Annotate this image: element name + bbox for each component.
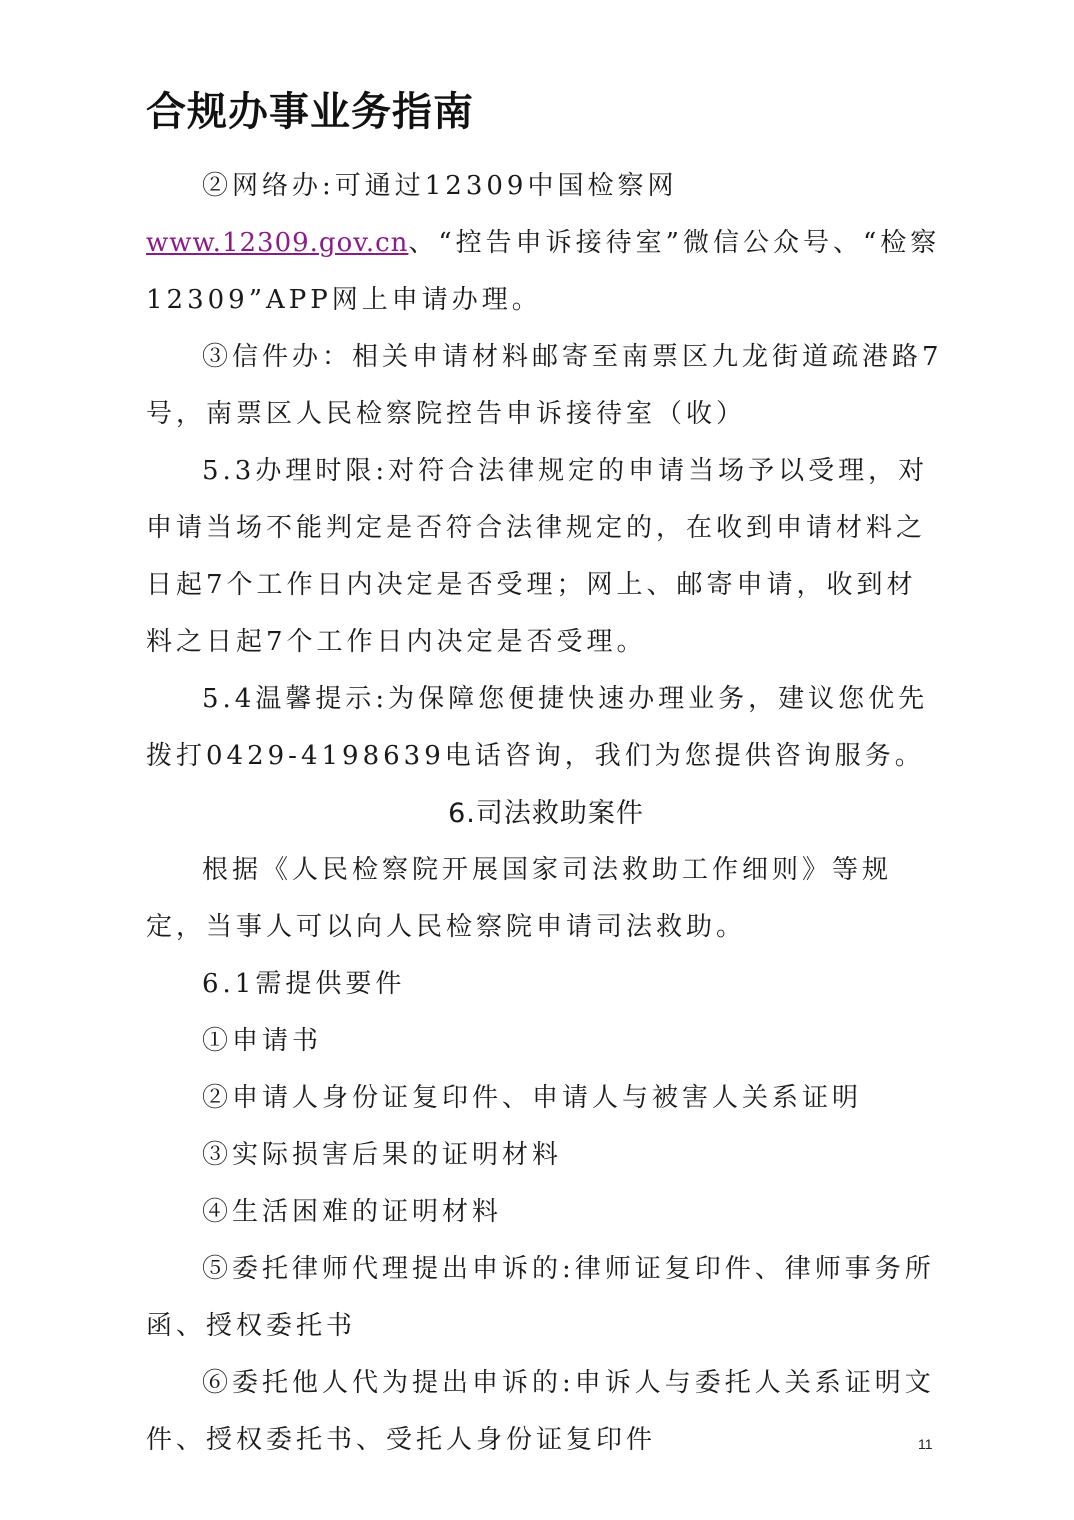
paragraph-required-docs-heading: 6.1需提供要件 — [202, 969, 406, 999]
page-number: 11 — [918, 1436, 933, 1452]
paragraph-time-limit: 5.3办理时限:对符合法律规定的申请当场予以受理，对申请当场不能判定是否符合法律规定的，在收到申请材料之日起7个工作日内决定是否受理；网上、邮寄申请，收到材料之日起7个工作日内决定是否受理。 — [146, 456, 929, 657]
paragraph-judicial-aid-intro: 根据《人民检察院开展国家司法救助工作细则》等规定，当事人可以向人民检察院申请司法救助。 — [146, 855, 893, 942]
paragraph-tips: 5.4温馨提示:为保障您便捷快速办理业务，建议您优先拨打0429-4198639电话咨询，我们为您提供咨询服务。 — [146, 684, 929, 771]
section-heading: 6.司法救助案件 — [448, 798, 644, 829]
paragraph-text: 、“控告申诉接待室”微信公众号、“检察12309”APP网上申请办理。 — [146, 228, 941, 315]
document-body — [146, 158, 946, 1469]
list-item: ③实际损害后果的证明材料 — [202, 1140, 563, 1170]
paragraph-mail-channel: ③信件办：相关申请材料邮寄至南票区九龙街道疏港路7号，南票区人民检察院控告申诉接待室（收） — [146, 342, 943, 429]
list-item: ②申请人身份证复印件、申请人与被害人关系证明 — [202, 1083, 863, 1113]
list-item: ①申请书 — [202, 1026, 323, 1056]
website-link[interactable]: www.12309.gov.cn — [146, 228, 409, 258]
paragraph-text: ②网络办:可通过12309中国检察网 — [202, 171, 678, 201]
paragraph-online-channel — [146, 158, 946, 329]
list-item: ④生活困难的证明材料 — [202, 1197, 503, 1227]
list-item: ⑤委托律师代理提出申诉的:律师证复印件、律师事务所函、授权委托书 — [146, 1254, 935, 1341]
list-item: ⑥委托他人代为提出申诉的:申诉人与委托人关系证明文件、授权委托书、受托人身份证复印件 — [146, 1368, 935, 1455]
page-title: 合规办事业务指南 — [146, 89, 474, 135]
